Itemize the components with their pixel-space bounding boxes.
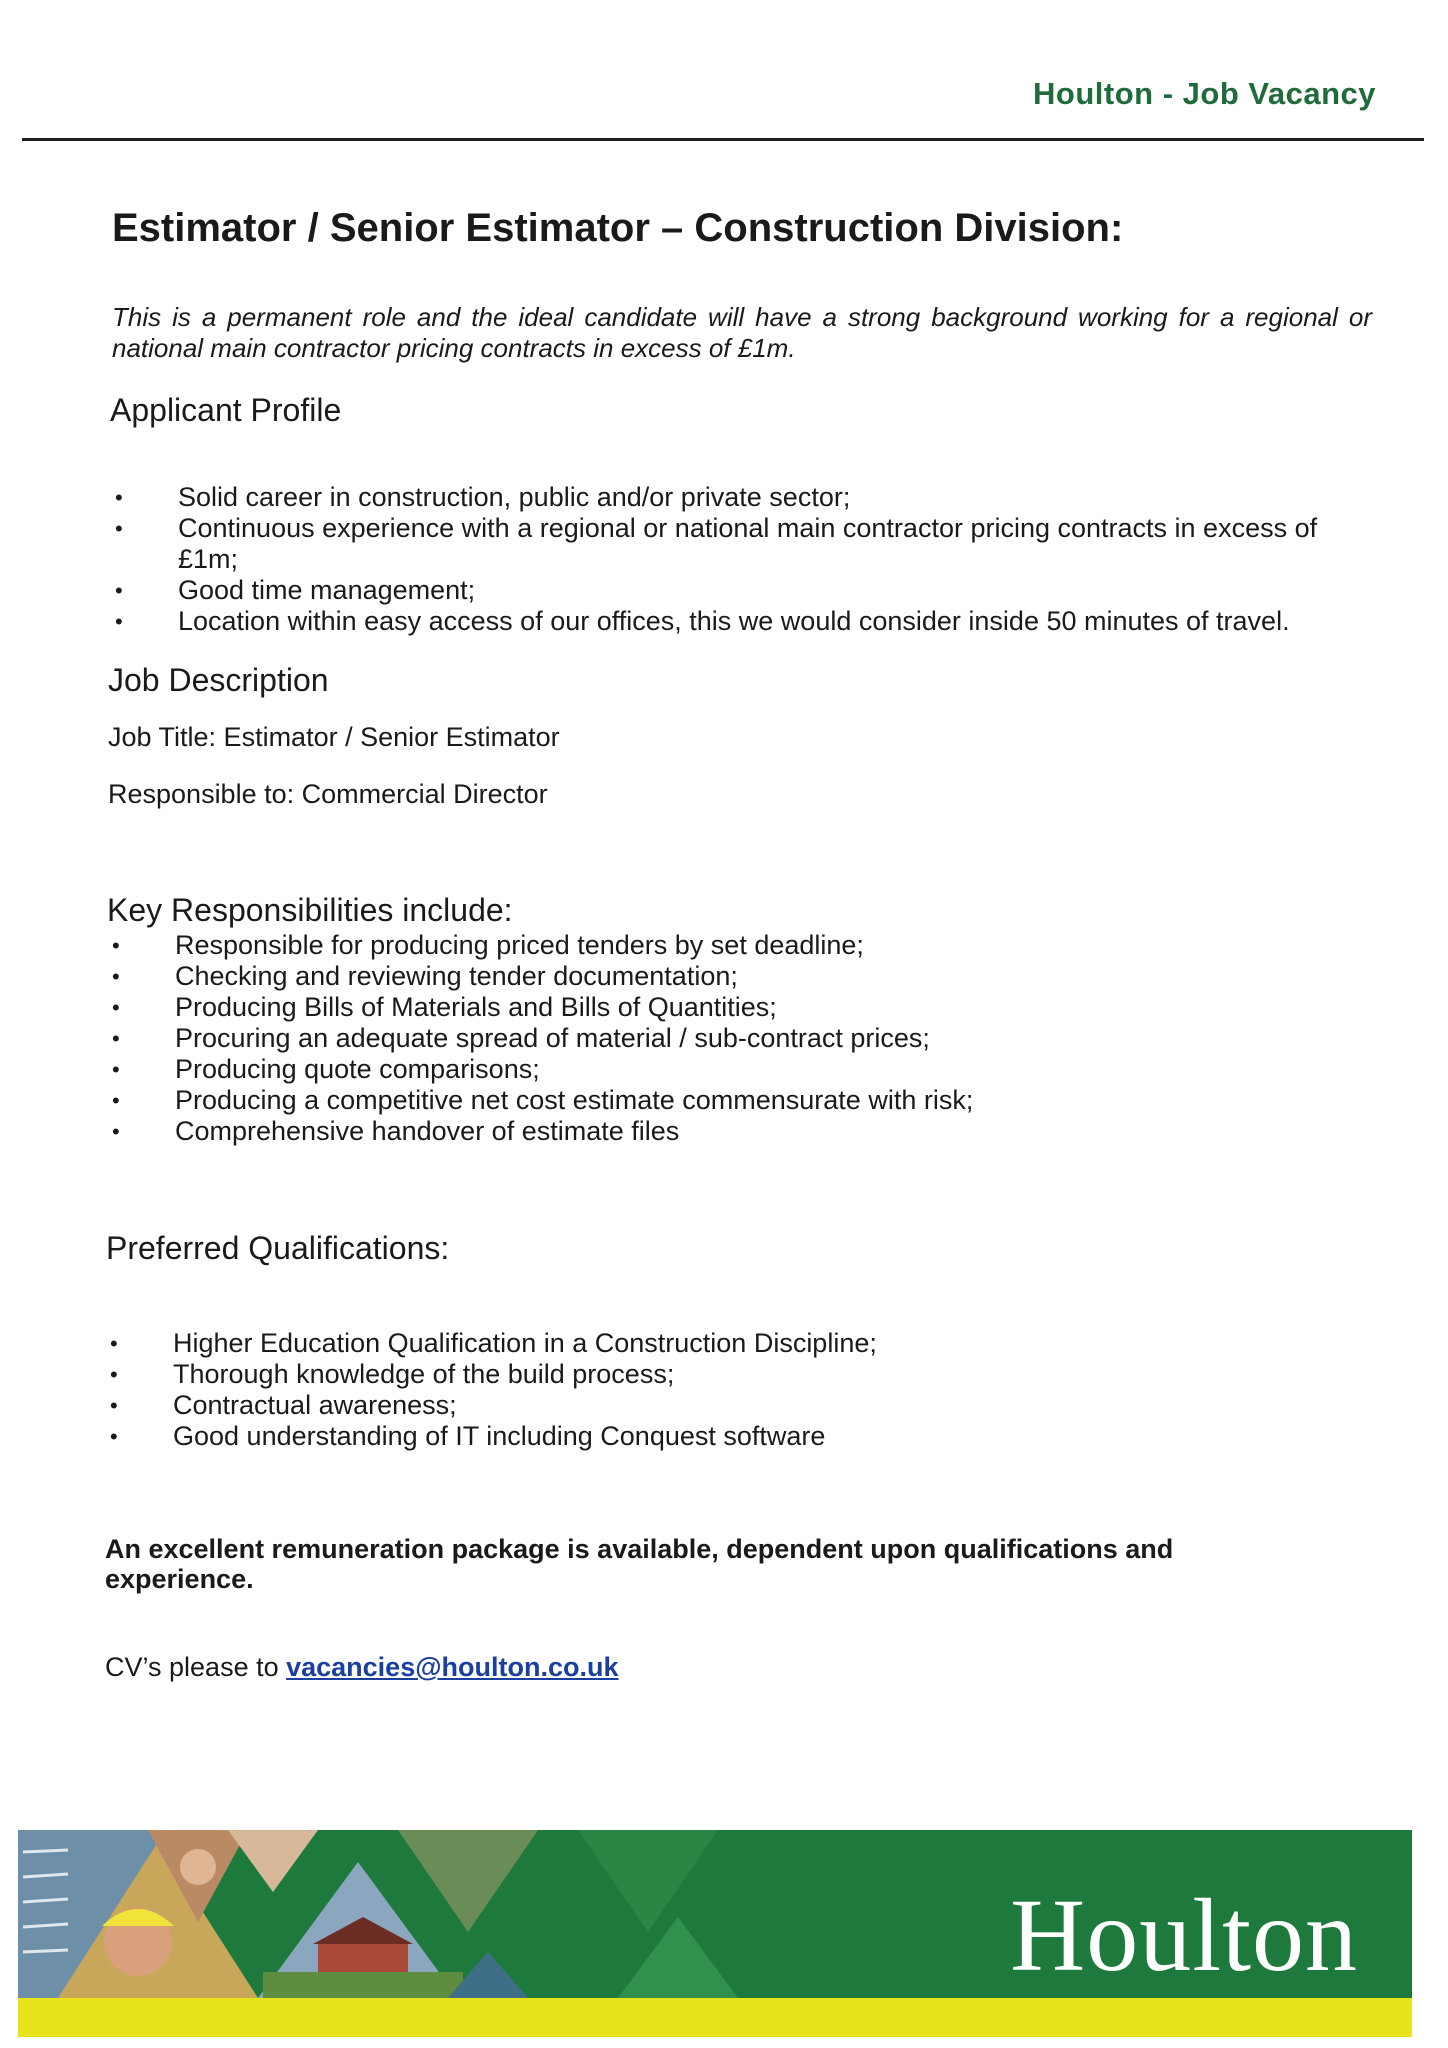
bullet-icon: • xyxy=(112,1026,120,1051)
bullet-icon: • xyxy=(110,1424,118,1449)
list-item: • Continuous experience with a regional or national main contractor pricing contracts in excess of £1m; xyxy=(115,513,1318,574)
applicant-profile-list xyxy=(115,482,1378,637)
list-item: • Higher Education Qualification in a Construction Discipline; xyxy=(110,1328,877,1358)
houlton-logo: Houlton xyxy=(1010,1878,1358,1993)
bullet-icon: • xyxy=(112,964,120,989)
cv-contact-prefix: CV’s please to xyxy=(105,1652,287,1682)
responsibilities-list xyxy=(112,930,1375,1147)
job-description-heading: Job Description xyxy=(108,662,329,698)
bullet-icon: • xyxy=(110,1393,118,1418)
list-item: • Comprehensive handover of estimate files xyxy=(112,1116,680,1146)
key-responsibilities-heading: Key Responsibilities include: xyxy=(107,892,513,928)
list-item: • Checking and reviewing tender documentation; xyxy=(112,961,738,991)
responsible-to-line: Responsible to: Commercial Director xyxy=(108,779,548,809)
bullet-icon: • xyxy=(112,1119,120,1144)
cv-contact-line xyxy=(105,1652,619,1683)
remuneration-note: An excellent remuneration package is available, dependent upon qualifications and experience. xyxy=(105,1534,1174,1594)
bullet-icon: • xyxy=(112,1057,120,1082)
job-title: Estimator / Senior Estimator – Construction Division: xyxy=(112,206,1124,250)
lawn xyxy=(263,1972,463,1998)
banner-yellow-band xyxy=(18,1998,1412,2037)
list-item: • Thorough knowledge of the build process; xyxy=(110,1359,675,1389)
intro-paragraph: This is a permanent role and the ideal candidate will have a strong background working for a regional or national main contractor pricing contracts in excess of £1m. xyxy=(112,302,1372,363)
list-item: • Solid career in construction, public and/or private sector; xyxy=(115,482,851,512)
list-item: • Producing Bills of Materials and Bills of Quantities; xyxy=(112,992,777,1022)
list-item: • Producing quote comparisons; xyxy=(112,1054,540,1084)
smiling-face xyxy=(180,1849,216,1885)
header-divider xyxy=(22,138,1424,141)
bullet-icon: • xyxy=(112,1088,120,1113)
job-title-line: Job Title: Estimator / Senior Estimator xyxy=(108,722,560,752)
qualifications-heading: Preferred Qualifications: xyxy=(106,1230,450,1266)
list-item: • Contractual awareness; xyxy=(110,1390,457,1420)
list-item: • Good understanding of IT including Conquest software xyxy=(110,1421,826,1451)
footer-banner xyxy=(18,1822,1412,2037)
email-link[interactable]: vacancies@houlton.co.uk xyxy=(286,1652,619,1682)
banner-top-edge xyxy=(18,1822,1412,1830)
list-item: • Producing a competitive net cost estimate commensurate with risk; xyxy=(112,1085,974,1115)
bullet-icon: • xyxy=(112,995,120,1020)
qualifications-list xyxy=(110,1328,1373,1452)
applicant-profile-heading: Applicant Profile xyxy=(110,392,342,428)
bullet-icon: • xyxy=(110,1331,118,1356)
bullet-icon: • xyxy=(112,933,120,958)
bullet-icon: • xyxy=(110,1362,118,1387)
list-item: • Responsible for producing priced tenders by set deadline; xyxy=(112,930,864,960)
bullet-icon: • xyxy=(115,578,123,603)
list-item: • Good time management; xyxy=(115,575,476,605)
bullet-icon: • xyxy=(115,609,123,634)
list-item: • Procuring an adequate spread of material / sub-contract prices; xyxy=(112,1023,930,1053)
bullet-icon: • xyxy=(115,485,123,510)
header-title: Houlton - Job Vacancy xyxy=(1033,76,1376,111)
list-item: • Location within easy access of our offices, this we would consider inside 50 minutes of travel. xyxy=(115,606,1290,636)
bullet-icon: • xyxy=(115,516,123,541)
